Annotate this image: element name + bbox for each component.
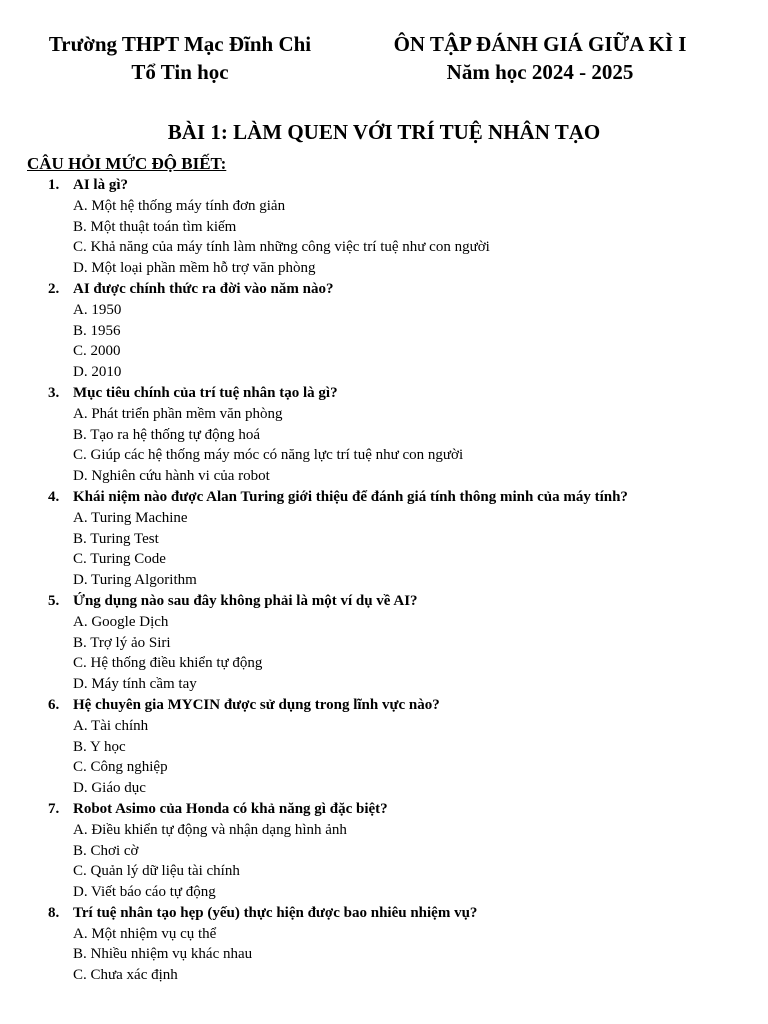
header-left	[30, 30, 330, 86]
question-text: AI là gì?	[73, 177, 129, 193]
question-text: Khái niệm nào được Alan Turing giới thiệu để đánh giá tính thông minh của máy tính?	[73, 488, 628, 505]
answer-option: A. Phát triển phần mềm văn phòng	[73, 405, 283, 422]
question-title	[0, 903, 768, 924]
question-number: 6.	[48, 696, 60, 713]
header-right	[360, 30, 720, 86]
answer-option: D. 2010	[73, 364, 122, 381]
answer-option: A. 1950	[73, 301, 122, 318]
answer-option: C. 2000	[73, 343, 121, 360]
answer-option: A. Google Dịch	[73, 613, 169, 630]
answer-option: C. Khả năng của máy tính làm những công việc trí tuệ như con người	[73, 239, 490, 256]
question-title	[0, 383, 768, 404]
question-title	[0, 279, 768, 300]
question-block	[0, 591, 768, 695]
question-text: Trí tuệ nhân tạo hẹp (yếu) thực hiện được bao nhiêu nhiệm vụ?	[73, 904, 478, 921]
question-list	[0, 175, 768, 986]
question-number: 3.	[48, 384, 60, 401]
question-block	[0, 695, 768, 799]
question-block	[0, 799, 768, 903]
school-name: Trường THPT Mạc Đĩnh Chi	[48, 32, 312, 56]
question-title	[0, 799, 768, 820]
question-block	[0, 487, 768, 591]
answer-option: C. Quản lý dữ liệu tài chính	[73, 863, 240, 880]
question-text: Ứng dụng nào sau đây không phải là một ví dụ về AI?	[73, 592, 418, 609]
question-number: 1.	[48, 177, 60, 193]
question-number: 5.	[48, 592, 60, 609]
question-block	[0, 175, 768, 279]
answer-option: C. Hệ thống điều khiển tự động	[73, 655, 263, 672]
question-number: 2.	[48, 280, 60, 297]
question-block	[0, 383, 768, 487]
lesson-title: BÀI 1: LÀM QUEN VỚI TRÍ TUỆ NHÂN TẠO	[167, 120, 601, 144]
answer-option: D. Giáo dục	[73, 780, 146, 797]
answer-option: D. Viết báo cáo tự động	[73, 884, 216, 901]
answer-option: C. Giúp các hệ thống máy móc có năng lực trí tuệ như con người	[73, 447, 464, 464]
question-title	[0, 175, 768, 196]
exam-title: ÔN TẬP ĐÁNH GIÁ GIỮA KÌ I	[393, 32, 687, 56]
answer-option: A. Một nhiệm vụ cụ thể	[73, 925, 217, 942]
answer-option: D. Máy tính cầm tay	[73, 676, 197, 693]
answer-option: A. Một hệ thống máy tính đơn giản	[73, 197, 286, 214]
question-block	[0, 903, 768, 986]
question-number: 4.	[48, 488, 60, 505]
school-year: Năm học 2024 - 2025	[446, 60, 634, 84]
question-number: 7.	[48, 800, 60, 817]
answer-option: D. Turing Algorithm	[73, 572, 197, 589]
question-title	[0, 487, 768, 508]
answer-option: B. Tạo ra hệ thống tự động hoá	[73, 426, 260, 443]
answer-option: C. Turing Code	[73, 551, 166, 568]
answer-option: C. Công nghiệp	[73, 759, 168, 776]
answer-option: B. Một thuật toán tìm kiếm	[73, 218, 237, 235]
answer-option: B. Nhiều nhiệm vụ khác nhau	[73, 946, 253, 963]
question-text: Robot Asimo của Honda có khả năng gì đặc biệt?	[73, 800, 388, 817]
question-text: Hệ chuyên gia MYCIN được sử dụng trong lĩnh vực nào?	[73, 696, 440, 713]
question-text: AI được chính thức ra đời vào năm nào?	[73, 280, 334, 297]
answer-option: B. Turing Test	[73, 530, 159, 547]
answer-option: A. Turing Machine	[73, 509, 188, 526]
answer-option: B. Y học	[73, 738, 126, 755]
answer-option: C. Chưa xác định	[73, 967, 178, 984]
answer-option: B. Chơi cờ	[73, 842, 139, 859]
answer-option: B. 1956	[73, 322, 121, 339]
answer-option: D. Nghiên cứu hành vi của robot	[73, 468, 270, 485]
department-name: Tổ Tin học	[131, 60, 229, 84]
answer-option: B. Trợ lý ảo Siri	[73, 634, 171, 651]
question-text: Mục tiêu chính của trí tuệ nhân tạo là gì?	[73, 384, 338, 401]
section-title: CÂU HỎI MỨC ĐỘ BIẾT:	[27, 154, 227, 173]
question-block	[0, 279, 768, 383]
question-title	[0, 591, 768, 612]
question-title	[0, 695, 768, 716]
question-number: 8.	[48, 904, 60, 921]
answer-option: D. Một loại phần mềm hỗ trợ văn phòng	[73, 260, 316, 277]
answer-option: A. Tài chính	[73, 717, 149, 734]
answer-option: A. Điều khiển tự động và nhận dạng hình ảnh	[73, 821, 347, 838]
